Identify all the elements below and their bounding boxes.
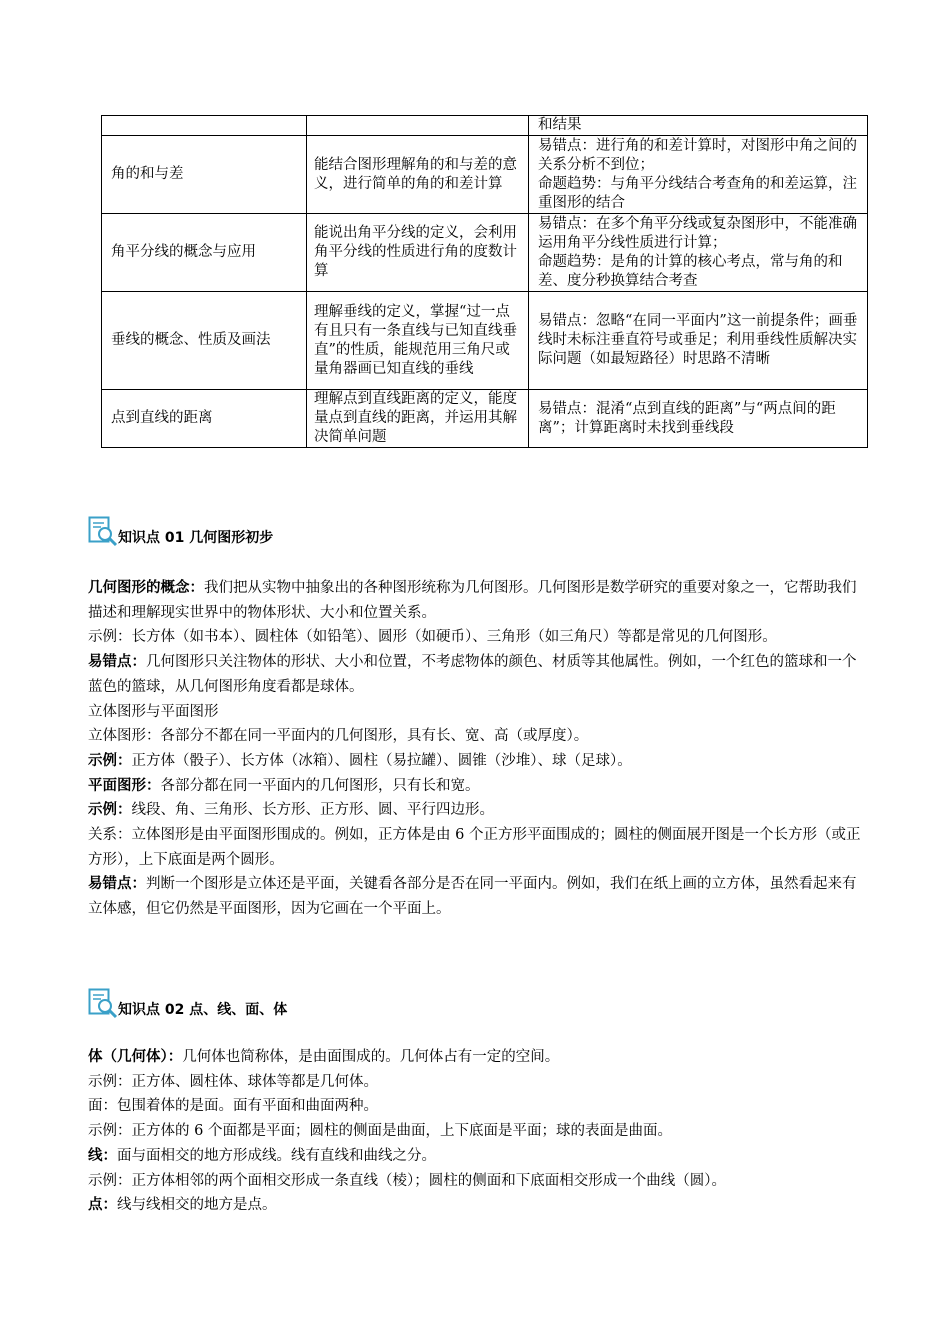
paragraph-line (88, 774, 868, 799)
bold-label: 几何图形的概念： (88, 580, 204, 596)
paragraph-line (88, 576, 868, 625)
section-1-body (88, 576, 868, 922)
line-text: 正方体（骰子）、长方体（冰箱）、圆柱（易拉罐）、圆锥（沙堆）、球（足球）。 (131, 752, 632, 769)
note-line: 易错点：忽略“在同一平面内”这一前提条件；画垂线时未标注垂直符号或垂足；利用垂线性质解决实际问题（如最短路径）时思路不清晰 (538, 313, 858, 367)
topic-cell: 点到直线的距离 (102, 390, 307, 448)
section-title: 知识点 01 几何图形初步 (118, 530, 274, 546)
line-text: 面与面相交的地方形成线。线有直线和曲线之分。 (117, 1147, 436, 1164)
table-row (102, 136, 868, 214)
section-heading-2 (88, 986, 287, 1020)
paragraph-line (88, 625, 868, 650)
notes-cell (529, 136, 868, 214)
line-text: 几何体也简称体，是由面围成的。几何体占有一定的空间。 (182, 1049, 560, 1065)
bold-label: 易错点： (88, 654, 146, 671)
paragraph-line (88, 1193, 868, 1218)
paragraph-line (88, 700, 868, 725)
line-text: 立体图形：各部分不都在同一平面内的几何图形，具有长、宽、高（或厚度）。 (88, 728, 589, 745)
topic-cell: 角的和与差 (102, 136, 307, 214)
line-text: 各部分都在同一平面内的几何图形，只有长和宽。 (160, 777, 480, 794)
section-2-body (88, 1045, 868, 1218)
paragraph-line (88, 823, 868, 872)
line-text: 关系：立体图形是由平面图形围成的。例如，正方体是由 6 个正方形平面围成的；圆柱的侧面展开图是一个长方形（或正方形），上下底面是两个圆形。 (88, 827, 861, 868)
paragraph-line (88, 1119, 868, 1144)
requirement-cell (307, 116, 529, 136)
line-text: 示例：正方体的 6 个面都是平面；圆柱的侧面是曲面，上下底面是平面；球的表面是曲面。 (88, 1123, 672, 1140)
note-line: 和结果 (538, 117, 582, 133)
magnifier-document-icon (88, 516, 118, 548)
line-text: 几何图形只关注物体的形状、大小和位置，不考虑物体的颜色、材质等其他属性。例如，一个红色的篮球和一个蓝色的篮球，从几何图形角度看都是球体。 (88, 654, 857, 695)
requirement-cell: 能说出角平分线的定义，会利用角平分线的性质进行角的度数计算 (307, 214, 529, 292)
line-text: 面：包围着体的是面。面有平面和曲面两种。 (88, 1098, 378, 1115)
bold-label: 线： (88, 1147, 117, 1164)
paragraph-line (88, 1144, 868, 1169)
notes-cell (529, 214, 868, 292)
paragraph-line (88, 1070, 868, 1095)
bold-label: 点： (88, 1197, 117, 1214)
bold-label: 示例： (88, 802, 132, 819)
section-heading-1 (88, 514, 273, 548)
requirement-cell: 能结合图形理解角的和与差的意义，进行简单的角的和差计算 (307, 136, 529, 214)
line-text: 线段、角、三角形、长方形、正方形、圆、平行四边形。 (131, 802, 494, 819)
line-text: 示例：正方体、圆柱体、球体等都是几何体。 (88, 1073, 378, 1090)
line-text: 立体图形与平面图形 (88, 703, 219, 720)
paragraph-line (88, 724, 868, 749)
notes-cell (529, 292, 868, 390)
note-line: 易错点：混淆“点到直线的距离”与“两点间的距离”；计算距离时未找到垂线段 (538, 400, 836, 436)
line-text: 线与线相交的地方是点。 (117, 1197, 277, 1214)
topic-cell (102, 116, 307, 136)
line-text: 我们把从实物中抽象出的各种图形统称为几何图形。几何图形是数学研究的重要对象之一，它帮助我们描述和理解现实世界中的物体形状、大小和位置关系。 (88, 580, 857, 621)
note-line: 命题趋势：与角平分线结合考查角的和差运算，注重图形的结合 (538, 175, 857, 211)
paragraph-line (88, 798, 868, 823)
line-text: 示例：正方体相邻的两个面相交形成一条直线（棱）；圆柱的侧面和下底面相交形成一个曲线（圆）。 (88, 1172, 726, 1189)
note-line: 易错点：在多个角平分线或复杂图形中，不能准确运用角平分线性质进行计算； (538, 215, 857, 251)
table-row (102, 214, 868, 292)
table-row (102, 292, 868, 390)
topic-cell: 垂线的概念、性质及画法 (102, 292, 307, 390)
bold-label: 易错点： (88, 876, 146, 893)
bold-label: 示例： (88, 752, 132, 769)
note-line: 易错点：进行角的和差计算时，对图形中角之间的关系分析不到位； (538, 137, 857, 173)
knowledge-table (101, 115, 868, 448)
magnifier-document-icon (88, 988, 118, 1020)
line-text: 示例：长方体（如书本）、圆柱体（如铅笔）、圆形（如硬币）、三角形（如三角尺）等都是常见的几何图形。 (88, 629, 777, 646)
paragraph-line (88, 1094, 868, 1119)
notes-cell (529, 390, 868, 448)
paragraph-line (88, 650, 868, 699)
line-text: 判断一个图形是立体还是平面，关键看各部分是否在同一平面内。例如，我们在纸上画的立方体，虽然看起来有立体感，但它仍然是平面图形，因为它画在一个平面上。 (88, 876, 857, 918)
table-row (102, 390, 868, 448)
bold-label: 平面图形： (88, 777, 161, 794)
paragraph-line (88, 1045, 868, 1070)
bold-label: 体（几何体）： (88, 1049, 183, 1065)
requirement-cell: 理解点到直线距离的定义，能度量点到直线的距离，并运用其解决简单问题 (307, 390, 529, 448)
paragraph-line (88, 749, 868, 774)
note-line: 命题趋势：是角的计算的核心考点，常与角的和差、度分秒换算结合考查 (538, 253, 843, 289)
section-title: 知识点 02 点、线、面、体 (118, 1002, 288, 1018)
topic-cell: 角平分线的概念与应用 (102, 214, 307, 292)
notes-cell (529, 116, 868, 136)
paragraph-line (88, 1169, 868, 1194)
table-row (102, 116, 868, 136)
paragraph-line (88, 872, 868, 921)
requirement-cell: 理解垂线的定义，掌握“过一点有且只有一条直线与已知直线垂直”的性质，能规范用三角尺或量角器画已知直线的垂线 (307, 292, 529, 390)
